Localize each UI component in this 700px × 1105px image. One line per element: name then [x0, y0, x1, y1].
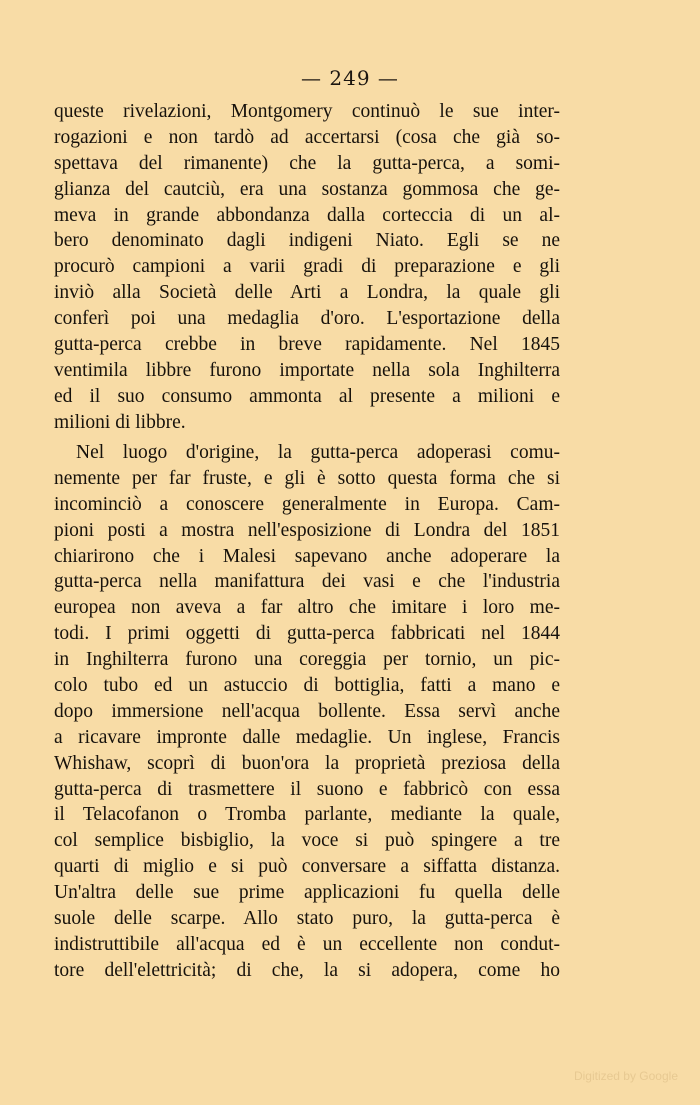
text-line: il Telacofanon o Tromba parlante, mediante la quale,	[54, 804, 560, 826]
text-line: chiarirono che i Malesi sapevano anche adoperare la	[54, 545, 560, 567]
text-line: todi. I primi oggetti di gutta-perca fabbricati nel 1844	[54, 623, 560, 645]
text-line: meva in grande abbondanza dalla corteccia di un al-	[54, 204, 560, 226]
text-line: nemente per far fruste, e gli è sotto questa forma che si	[54, 467, 560, 489]
text-line: milioni di libbre.	[54, 411, 186, 433]
text-line: glianza del cautciù, era una sostanza gommosa che ge-	[54, 178, 560, 200]
text-line: pioni posti a mostra nell'esposizione di Londra del 1851	[54, 519, 560, 541]
text-line: conferì poi una medaglia d'oro. L'esportazione della	[54, 308, 560, 330]
text-line: col semplice bisbiglio, la voce si può spingere a tre	[54, 830, 560, 852]
text-line: europea non aveva a far altro che imitare i loro me-	[54, 597, 560, 619]
text-line: suole delle scarpe. Allo stato puro, la gutta-perca è	[54, 908, 560, 930]
text-line: spettava del rimanente) che la gutta-perca, a somi-	[54, 152, 560, 174]
text-line: tore dell'elettricità; di che, la si adopera, come ho	[54, 959, 560, 981]
text-line: Nel luogo d'origine, la gutta-perca adoperasi comu-	[76, 442, 560, 463]
text-line: ed il suo consumo ammonta al presente a milioni e	[54, 385, 560, 407]
text-line: gutta-perca crebbe in breve rapidamente. Nel 1845	[54, 334, 560, 356]
text-line: gutta-perca nella manifattura dei vasi e che l'industria	[54, 571, 560, 593]
paragraph-1	[54, 99, 560, 436]
text-line: gutta-perca di trasmettere il suono e fabbricò con essa	[54, 778, 560, 800]
text-line: dopo immersione nell'acqua bollente. Essa servì anche	[54, 700, 560, 722]
text-line: Whishaw, scoprì di buon'ora la proprietà preziosa della	[54, 752, 560, 774]
text-line: a ricavare impronte dalle medaglie. Un inglese, Francis	[54, 726, 560, 748]
text-line: bero denominato dagli indigeni Niato. Egli se ne	[54, 230, 560, 252]
digitization-watermark: Digitized by Google	[573, 1069, 678, 1083]
text-line: inviò alla Società delle Arti a Londra, la quale gli	[54, 282, 560, 304]
text-line: ventimila libbre furono importate nella sola Inghilterra	[54, 359, 560, 381]
text-line: in Inghilterra furono una coreggia per tornio, un pic-	[54, 649, 560, 671]
text-line: incominciò a conoscere generalmente in Europa. Cam-	[54, 493, 560, 515]
text-line: queste rivelazioni, Montgomery continuò le sue inter-	[54, 101, 560, 122]
text-line: quarti di miglio e si può conversare a siffatta distanza.	[54, 856, 560, 878]
text-line: procurò campioni a varii gradi di preparazione e gli	[54, 256, 560, 278]
paragraph-2	[54, 440, 560, 984]
text-line: indistruttibile all'acqua ed è un eccellente non condut-	[54, 933, 560, 955]
text-line: Un'altra delle sue prime applicazioni fu quella delle	[54, 882, 560, 904]
text-line: colo tubo ed un astuccio di bottiglia, fatti a mano e	[54, 675, 560, 697]
text-line: rogazioni e non tardò ad accertarsi (cosa che già so-	[54, 126, 560, 148]
page-number: — 249 —	[301, 66, 399, 90]
